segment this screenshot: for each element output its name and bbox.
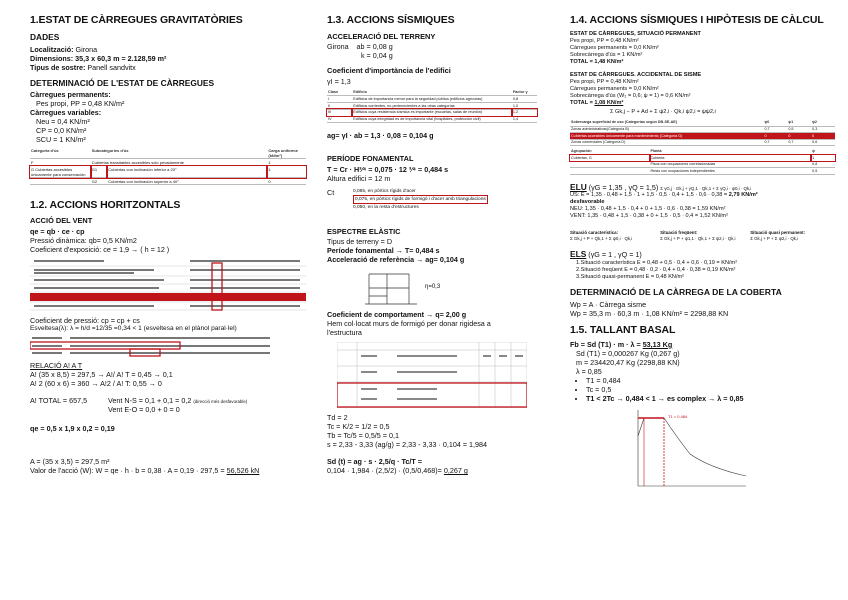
exposure-table-image [30, 258, 306, 312]
perm-state-title: ESTAT DE CÀRREGUES, SITUACIÓ PERMANENT [570, 31, 701, 38]
table-cell: I [327, 96, 352, 103]
table-cell: G1 [91, 166, 108, 178]
table-row [30, 178, 306, 185]
els-coef: (γG = 1 , γQ = 1) [588, 250, 642, 260]
spectrum-graphic [630, 406, 750, 492]
tipus-terreny-line: Tipus de terreny = D [327, 237, 393, 247]
behaviour-table-image [337, 342, 537, 410]
ct-option-selected: 0,075, en pòrtics rígids de formigó i d'acer amb triangulacions [353, 195, 488, 204]
perm-line: Pes propi, PP = 0,48 KN/m² [570, 38, 639, 45]
periode-fonamental-line: Període fonamental → T= 0,484 s [327, 246, 440, 256]
atotal-line: A! TOTAL = 657,5 [30, 395, 88, 405]
coef-comportament-line-1: Hem col·locat murs de formigó per donar rigidesa a [327, 319, 491, 329]
table-header: Planta [650, 148, 812, 154]
elu-us-line: US: E = 1,35 · 0,48 + 1,5 · 1 + 1,5 · 0,5 · 0,4 + 1,5 · 0,6 · 0,38 = [570, 192, 729, 199]
localitzacio-value: Girona [75, 44, 98, 54]
qe-result: qe = 0,5 x 1,9 x 0,2 = 0,19 [30, 423, 115, 433]
elu-neu-line: NEU: 1,35 · 0,48 + 1,5 · 0,4 + 0 + 1,5 · 0,6 · 0,38 = 1,59 KN/m² [570, 206, 726, 213]
tc-line: Tc = K/2 = 1/2 = 0,5 [327, 422, 390, 432]
acc-state-title: ESTAT DE CÀRREGUES. ACCIDENTAL DE SISME [570, 72, 702, 79]
table-cell: 0,5 [787, 126, 811, 133]
coberta-line: Wp = A · Càrrega sisme [570, 299, 647, 309]
table-header: ψ1 [787, 120, 811, 126]
section-title-horizontal: 1.2. ACCIONS HORITZONTALS [30, 199, 181, 212]
table-row-highlighted [570, 155, 835, 162]
response-spectrum-figure [630, 406, 750, 492]
dades-title: DADES [30, 32, 60, 43]
table-header: Subcategories d'ús [91, 147, 268, 159]
vent-summary [30, 396, 306, 414]
ct-option: 0,085, en pòrtics rígids d'acer [353, 188, 416, 194]
section-title-gravitational-loads: 1.ESTAT DE CÀRREGUES GRAVITATÒRIES [30, 14, 243, 26]
table-cell: Pisos con ocupaciones correlacionadas [650, 161, 812, 168]
table-header: Agrupación [570, 148, 650, 154]
table-cell: Cubiertas, G [570, 155, 650, 162]
bullet-item: • T1 < 2Tc → 0,484 < 1 → es complex → λ = 0,85 [586, 394, 835, 403]
elu-desfavorable: desfavorable [570, 199, 605, 206]
table-cell: Cubiertas con inclinación inferior a 20° [107, 166, 267, 178]
tb-line: Tb = Tc/5 = 0,5/5 = 0,1 [327, 431, 399, 441]
table-header: ψ [811, 148, 835, 154]
cp-line: CP = 0,0 KN/m² [36, 126, 87, 136]
tallant-line: Sd (T1) = 0,000267 Kg (0,267 g) [576, 348, 680, 358]
table-row-highlighted [30, 166, 306, 178]
elu-formula: Σ γG,j · Gk,j + γQ,1 · Qk,1 + Σ γQ,i · ψ0,i · Qk,i [660, 185, 752, 191]
els-line: 3.Situació quasi-permanent E = 0,48 KN/m² [576, 273, 685, 280]
pressure-coef-graphic [30, 336, 306, 358]
situations-row [570, 230, 835, 241]
table-cell: Edificios de importancia menor para la seguridad pública (edificios agrícolas) [352, 96, 512, 103]
table-cell: Resto con ocupaciones independientes [650, 168, 812, 175]
table-header: Edificio [352, 90, 512, 96]
alcada-line: Altura edifici = 12 m [327, 173, 391, 183]
acceleracio-title: ACCELERACIÓ DEL TERRENY [327, 32, 436, 42]
table-cell: 0,3 [811, 126, 835, 133]
exposicio-line: Coeficient d'exposició: ce = 1,9 → ( h = 12 ) [30, 244, 170, 254]
pes-propi-line: Pes propi, PP = 0,48 KN/m² [36, 99, 125, 109]
table-row [327, 103, 537, 110]
table-row-highlighted [570, 133, 835, 140]
behaviour-table-graphic [337, 342, 527, 408]
coberta-line: Wp = 35,3 m · 60,3 m · 1,08 KN/m² = 2298,88 KN [570, 308, 729, 318]
periode-line: T = Cr · H³⁄⁴ = 0,075 · 12 ³⁄⁴ = 0,484 s [327, 164, 449, 174]
table-header: Categoria d'ús [30, 147, 91, 159]
table-header: Factor γ [512, 90, 537, 96]
tallant-line: m = 234420,47 Kg (2298,88 KN) [576, 357, 680, 367]
eta-label: η=0,3 [425, 284, 441, 291]
coef-comportament-title: Coeficient de comportament → q= 2,00 g [327, 310, 467, 320]
acc-total: 1,08 KN/m² [594, 99, 624, 106]
acc-line: Pes propi, PP = 0,48 KN/m² [570, 79, 639, 86]
acc-line: Sobrecàrrega d'ús (W₂ = 0,6; ψ = 1) = 0,6 KN/m² [570, 93, 691, 99]
situation-title: Situació característica: [570, 230, 619, 236]
acc-line: Càrregues permanents = 0,0 KN/m² [570, 86, 659, 93]
table-cell: G2 [91, 178, 108, 185]
zone-table [570, 148, 835, 175]
table-row [570, 161, 835, 168]
neu-line: Neu = 0,4 KN/m² [36, 117, 90, 127]
valor-result: 56,526 kN [226, 465, 260, 475]
table-cell: Edificios corrientes, no pertenecientes a las otras categorías [352, 103, 512, 110]
section-title-tallant: 1.5. TALLANT BASAL [570, 323, 676, 336]
determinacio-title: DETERMINACIÓ DE L'ESTAT DE CÀRREGUES [30, 77, 215, 88]
table-cell: G [31, 166, 35, 172]
building-frame-figure [365, 270, 537, 306]
table-cell: 0 [787, 133, 811, 140]
use-category-table [30, 147, 306, 185]
table-row [327, 96, 537, 103]
table-row [570, 126, 835, 133]
psi-table [570, 120, 835, 147]
table-row [327, 116, 537, 123]
acceleracio-line-1: Girona ab = 0,08 g [327, 42, 393, 52]
variable-loads-title: Càrregues variables: [30, 108, 102, 118]
table-cell [30, 178, 91, 185]
table-cell: 0,5 [811, 168, 835, 175]
table-header: ψ0 [763, 120, 787, 126]
table-cell: 1,2 [512, 109, 537, 116]
vent-ns-note: (direcció més desfavorable) [193, 398, 248, 404]
coberta-title: DETERMINACIÓ DE LA CÀRREGA DE LA COBERTA [570, 286, 782, 297]
sd-calc: 0,104 · 1,984 · (2,5/2) · (0,5/0,468)= [327, 466, 444, 476]
acc-total-label: TOTAL = [570, 99, 595, 106]
els-line: 1.Situació característica E = 0,48 + 0,5 · 0,4 + 0,6 · 0,19 = KN/m² [576, 259, 738, 266]
tallant-bullets [570, 376, 835, 403]
bullet-item: • T1 = 0,484 [586, 376, 835, 385]
table-cell: Cubiertas transitables accesibles sólo privadamente [91, 159, 268, 166]
table-cell: 1 [267, 159, 306, 166]
table-cell: Cubierta [650, 155, 812, 162]
perm-line: Sobrecàrrega d'ús = 1 KN/m² [570, 52, 643, 59]
bullet-item: • Tc = 0,5 [586, 385, 835, 394]
table-cell: 1 [811, 155, 835, 162]
vent-title: ACCIÓ DEL VENT [30, 216, 93, 226]
elu-us-result: 2,79 KN/m² [728, 192, 758, 199]
table-cell: 0 [763, 133, 787, 140]
relacio-title: RELACIÓ A! A T [30, 360, 83, 370]
exposure-table-graphic [30, 258, 306, 312]
frame-graphic [365, 270, 455, 306]
fb-result: 53,13 Kg [642, 339, 673, 349]
s-line: s = 2,33 - 3,33 (ag/g) = 2,33 - 3,33 · 0,104 = 1,984 [327, 440, 488, 450]
section-title-seismic: 1.3. ACCIONS SÍSMIQUES [327, 14, 455, 26]
periode-title: PERÍODE FONAMENTAL [327, 154, 414, 164]
table-cell: F [30, 159, 91, 166]
acceleracio-line-2: k = 0,04 g [327, 51, 393, 61]
table-cell: 0,7 [763, 126, 787, 133]
vent-ns-line: Vent N-S = 0,1 + 0,1 = 0,2 [108, 395, 192, 405]
table-cell: Zonas administrativas(Categoría B) [570, 126, 763, 133]
situation-formula: Σ Gk,j + P + ψ1,1 · Qk,1 + Σ ψ2,i · Qk,i [660, 235, 736, 241]
situation-title: Situació freqüent: [660, 230, 698, 236]
table-header: Sobrecarga superficial de uso (Categorías según DB-SE-AE) [570, 120, 763, 126]
els-title: ELS [570, 249, 587, 260]
area-line: A = (35 x 3,5) = 297,5 m² [30, 456, 110, 466]
table-cell: Cubiertas accesibles únicamente para conservación [31, 166, 86, 177]
table-cell: 1,0 [512, 103, 537, 110]
table-row [30, 159, 306, 166]
perm-total: TOTAL = 1,48 KN/m² [570, 59, 624, 66]
elu-vent-line: VENT: 1,35 · 0,48 + 1,5 · 0,38 + 0 + 1,5 · 0,5 · 0,4 = 1,52 KN/m² [570, 213, 728, 220]
ct-label: Ct [327, 187, 335, 197]
table-cell: II [327, 103, 352, 110]
table-row [570, 168, 835, 175]
coef-importancia-value: γI = 1,3 [327, 76, 351, 86]
table-cell: 0 [811, 133, 835, 140]
table-cell: III [327, 109, 352, 116]
table-cell: Zonas comerciales (Categoría D) [570, 139, 763, 146]
tallant-line: λ = 0,85 [576, 366, 602, 376]
fb-line: Fb = Sd (T1) · m · λ = [570, 339, 643, 349]
scu-line: SCU = 1 KN/m² [36, 135, 86, 145]
esveltesa-line: Esveltesa(λ): λ = h/d =12/35 =0,34 < 1 (esveltesa en el plànol paral·lel) [30, 324, 237, 332]
table-row-highlighted [327, 109, 537, 116]
table-cell: Edificios cuya resistencia sísmica es importante (escuelas, salas de reunión) [352, 109, 512, 116]
tipus-sostre-value: Panell sandvitx [87, 62, 136, 72]
column-hypotheses [570, 14, 835, 492]
chart-t1-label: T1 = 0,484 [668, 413, 688, 419]
elu-title: ELU [570, 181, 587, 192]
situation-title: Situació quasi permanent: [750, 230, 806, 236]
relacio-line-2: A! 2 (60 x 6) = 360 → A!2 / A! T: 0,55 → 0 [30, 378, 162, 388]
table-cell: Edificios cuya integridad es de importancia vital (hospitales, protección civil) [352, 116, 512, 123]
pressio-line: Pressió dinàmica: qb= 0,5 KN/m2 [30, 235, 137, 245]
permanent-loads-title: Càrregues permanents: [30, 90, 111, 100]
ct-option: 0,050, en la resta d'estructures [353, 204, 419, 210]
table-header: ψ2 [811, 120, 835, 126]
coef-importancia-title: Coeficient d'importància de l'edifici [327, 66, 451, 76]
table-cell: 0,8 [512, 96, 537, 103]
situation-formula: Σ Gk,j + P + Σ ψ2,i · Qk,i [750, 235, 799, 241]
elu-coef: (γG = 1,35 , γQ = 1,5) [588, 182, 659, 192]
table-row [570, 139, 835, 146]
pressure-coef-table-image [30, 336, 306, 358]
perm-line: Càrregues permanents = 0,0 KN/m² [570, 45, 659, 52]
vent-formula: qe = qb · ce · cp [30, 226, 85, 236]
table-cell [570, 161, 650, 168]
table-header: Carga uniforme (kN/m²) [267, 147, 306, 159]
vent-eo-line: Vent E-O = 0,0 + 0 = 0 [108, 404, 180, 414]
table-cell: 1,4 [512, 116, 537, 123]
table-cell: Cubiertas con inclinación superior a 40° [107, 178, 267, 185]
els-line: 2.Situació freqüent E = 0,48 · 0,2 · 0,4 + 0,4 · 0,38 = 0,19 KN/m² [576, 266, 736, 273]
combination-formula: Σ Gk,j − P + Ad + Σ ψ2,i · Qk,i ψ2,i = ψψ2,i [610, 108, 716, 115]
dimensions-line: Dimensions: 35,3 x 60,3 m = 2.128,59 m² [30, 53, 167, 63]
importance-table [327, 90, 537, 124]
table-header: Clase [327, 90, 352, 96]
table-cell: Cubiertas accesibles únicamente para mantenimiento (Categoría G) [570, 133, 763, 140]
table-cell: 0,6 [811, 139, 835, 146]
table-cell: 0,7 [787, 139, 811, 146]
acceleracio-referencia-line: Acceleració de referència → ag= 0,104 g [327, 255, 465, 265]
table-cell: 1 [267, 166, 306, 178]
column-gravity-loads [30, 14, 306, 475]
tipus-sostre-label: Tipus de sostre: [30, 62, 86, 72]
sd-line: Sd (t) = ag · s · 2,5/q · Tc/T = [327, 457, 422, 467]
table-cell: 0 [267, 178, 306, 185]
table-cell: 0,8 [811, 161, 835, 168]
coef-pressio-line: Coeficient de pressió: cp = cp + cs [30, 315, 140, 325]
relacio-line-1: A! (35 x 8,5) = 297,5 → A!/ A! T = 0,45 → 0,1 [30, 369, 173, 379]
table-cell: IV [327, 116, 352, 123]
ct-options [327, 188, 537, 212]
espectre-title: ESPECTRE ELÀSTIC [327, 227, 401, 237]
valor-line: Valor de l'acció (W): W = qe · h · b = 0,38 · A = 0,19 · 297,5 = [30, 465, 227, 475]
table-cell: 0,7 [763, 139, 787, 146]
table-cell [570, 168, 650, 175]
column-seismic [327, 14, 537, 475]
td-line: Td = 2 [327, 413, 348, 423]
ag-line: ag= γI · ab = 1,3 · 0,08 = 0,104 g [327, 131, 434, 141]
localitzacio-label: Localització: [30, 44, 74, 54]
section-title-hypotheses: 1.4. ACCIONS SÍSMIQUES I HIPÒTESIS DE CÀLCUL [570, 14, 824, 26]
coef-comportament-line-2: l'estructura [327, 328, 362, 338]
sd-result: 0,267 g [443, 466, 468, 476]
situation-formula: Σ Gk,j + P + Qk,1 + Σ ψ0,i · Qk,i [570, 235, 633, 241]
